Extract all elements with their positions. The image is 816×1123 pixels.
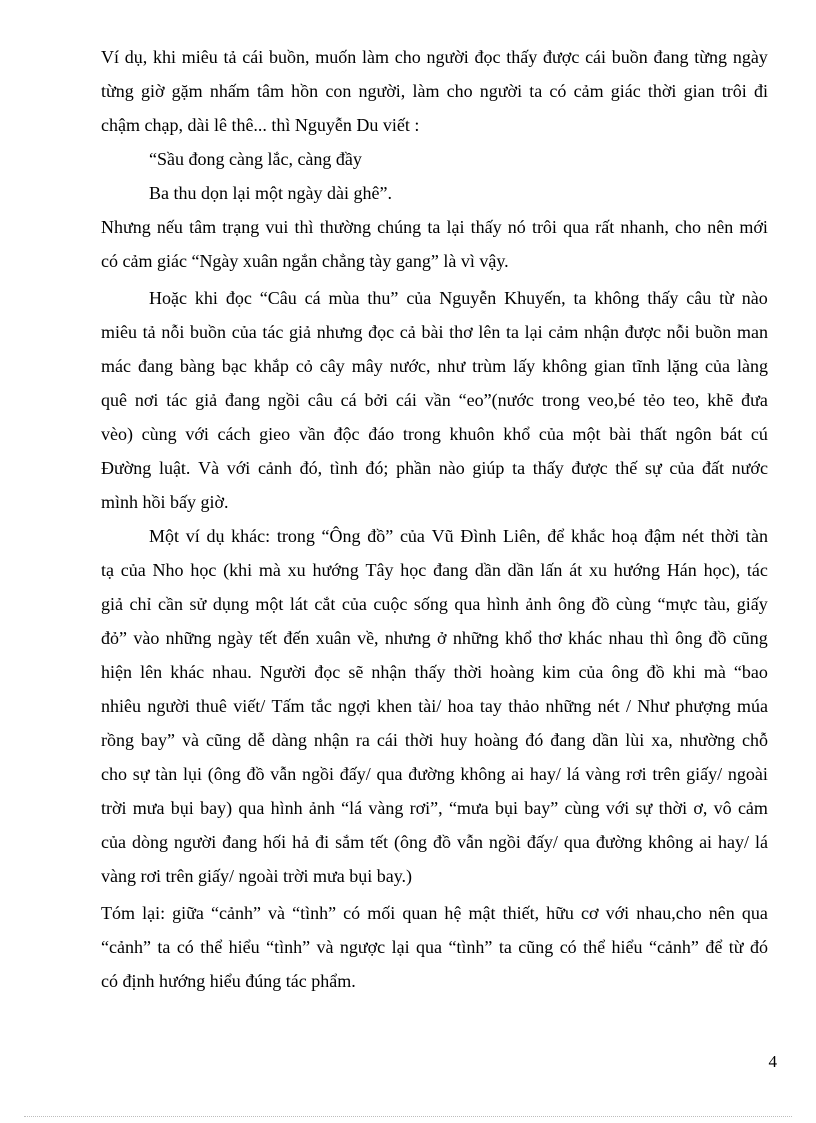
line-text: của dòng người đang hối hả đi sắm tết (ông đồ vẫn ngồi đấy/ qua đường không ai hay/ lá — [101, 832, 768, 852]
text-line — [0, 108, 816, 142]
page-number: 4 — [768, 1052, 777, 1071]
line-text: có cảm giác “Ngày xuân ngắn chẳng tày gang” là vì vậy. — [101, 251, 509, 271]
line-text: Hoặc khi đọc “Câu cá mùa thu” của Nguyễn Khuyến, ta không thấy câu từ nào — [149, 288, 768, 308]
quote-line — [0, 142, 816, 176]
line-text: Một ví dụ khác: trong “Ông đồ” của Vũ Đình Liên, để khắc hoạ đậm nét thời tàn — [149, 526, 768, 546]
text-line — [0, 519, 816, 553]
text-line — [0, 210, 816, 244]
line-text: giả chỉ cần sử dụng một lát cắt của cuộc sống qua hình ảnh ông đồ cùng “mực tàu, giấy — [101, 594, 768, 614]
line-text: đỏ” vào những ngày tết đến xuân về, nhưng ở những khổ thơ khác nhau thì ông đồ cũng — [101, 628, 768, 648]
text-line — [0, 349, 816, 383]
quote-line — [0, 176, 816, 210]
text-line — [0, 315, 816, 349]
text-line — [0, 383, 816, 417]
text-line — [0, 451, 816, 485]
line-text: Đường luật. Và với cảnh đó, tình đó; phần nào giúp ta thấy được thế sự của đất nước — [101, 458, 768, 478]
line-text: tạ của Nho học (khi mà xu hướng Tây học đang dần dần lấn át xu hướng Hán học), tác — [101, 560, 768, 580]
line-text: mình hồi bấy giờ. — [101, 492, 229, 512]
text-line — [0, 244, 816, 278]
line-text: vàng rơi trên giấy/ ngoài trời mưa bụi bay.) — [101, 866, 413, 886]
text-line — [0, 281, 816, 315]
line-text: “Sầu đong càng lắc, càng đầy — [149, 149, 362, 169]
line-text: vèo) cùng với cách gieo vần độc đáo trong khuôn khổ của một bài thất ngôn bát cú — [101, 424, 768, 444]
text-line — [0, 655, 816, 689]
line-text: trời mưa bụi bay) qua hình ảnh “lá vàng rơi”, “mưa bụi bay” cùng với sự thời ơ, vô cảm — [101, 798, 768, 818]
page-bottom-divider — [24, 1116, 792, 1117]
line-text: chậm chạp, dài lê thê... thì Nguyễn Du viết : — [101, 115, 420, 135]
line-text: Nhưng nếu tâm trạng vui thì thường chúng ta lại thấy nó trôi qua rất nhanh, cho nên mới — [101, 217, 768, 237]
text-line — [0, 587, 816, 621]
line-text: “cảnh” ta có thể hiểu “tình” và ngược lại qua “tình” ta cũng có thể hiểu “cảnh” để từ đó — [101, 937, 768, 957]
line-text: cho sự tàn lụi (ông đồ vẫn ngồi đấy/ qua đường không ai hay/ lá vàng rơi trên giấy/ ngoài — [101, 764, 768, 784]
text-line — [0, 930, 816, 964]
text-line — [0, 74, 816, 108]
line-text: có định hướng hiểu đúng tác phẩm. — [101, 971, 356, 991]
text-line — [0, 757, 816, 791]
text-line — [0, 859, 816, 893]
line-text: rồng bay” và cũng dễ dàng nhận ra cái thời huy hoàng đó đang dần lùi xa, nhường chỗ — [101, 730, 768, 750]
line-text: Tóm lại: giữa “cảnh” và “tình” có mối quan hệ mật thiết, hữu cơ với nhau,cho nên qua — [101, 903, 768, 923]
text-line — [0, 417, 816, 451]
line-text: từng giờ gặm nhấm tâm hồn con người, làm cho người ta có cảm giác thời gian trôi đi — [101, 81, 768, 101]
line-text: nhiêu người thuê viết/ Tấm tắc ngợi khen tài/ hoa tay thảo những nét / Như phượng múa — [101, 696, 768, 716]
text-line — [0, 689, 816, 723]
line-text: Ví dụ, khi miêu tả cái buồn, muốn làm cho người đọc thấy được cái buồn đang từng ngày — [101, 47, 768, 67]
text-line — [0, 621, 816, 655]
line-text: quê nơi tác giả đang ngồi câu cá bởi cái vần “eo”(nước trong veo,bé tẻo teo, khẽ đưa — [101, 390, 768, 410]
line-text: Ba thu dọn lại một ngày dài ghê”. — [149, 183, 392, 203]
text-line — [0, 964, 816, 998]
text-line — [0, 40, 816, 74]
text-line — [0, 825, 816, 859]
line-text: miêu tả nỗi buồn của tác giả nhưng đọc cả bài thơ lên ta lại cảm nhận được nỗi buồn man — [101, 322, 768, 342]
line-text: hiện lên khác nhau. Người đọc sẽ nhận thấy thời hoàng kim của ông đồ khi mà “bao — [101, 662, 768, 682]
text-line — [0, 723, 816, 757]
line-text: mác đang bàng bạc khắp cỏ cây mây nước, như trùm lấy không gian tĩnh lặng của làng — [101, 356, 768, 376]
text-line — [0, 791, 816, 825]
text-line — [0, 485, 816, 519]
text-line — [0, 896, 816, 930]
text-line — [0, 553, 816, 587]
